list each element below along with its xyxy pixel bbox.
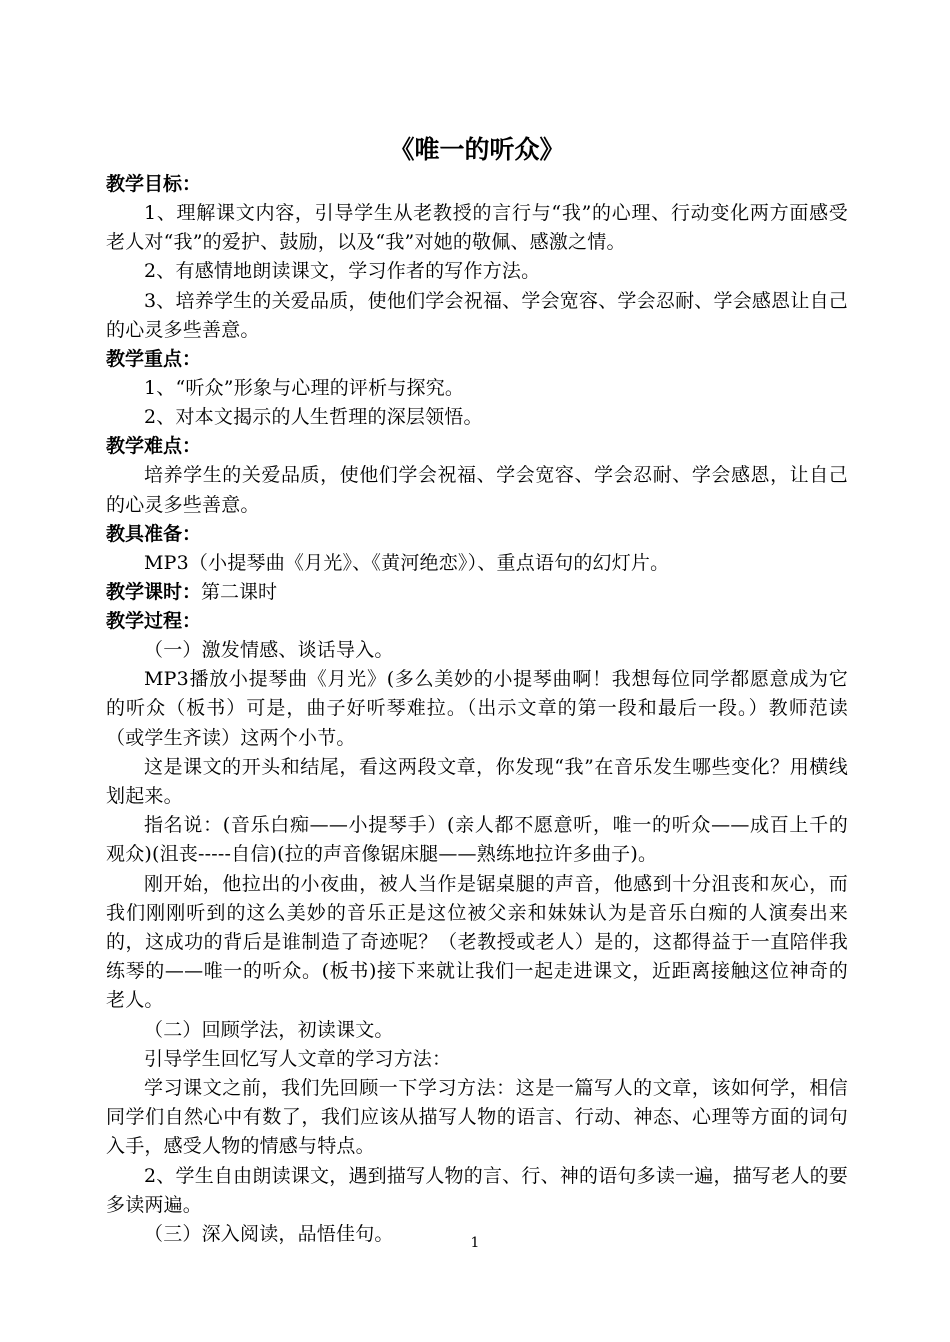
document-title: 《唯一的听众》 [389, 135, 565, 164]
process-item-5: 刚开始，他拉出的小夜曲，被人当作是锯桌腿的声音，他感到十分沮丧和灰心，而我们刚刚听到的这么美妙的音乐正是这位被父亲和妹妹认为是音乐白痴的人演奏出来的，这成功的背后是谁制造了奇迹呢？（老教授或老人）是的，这都得益于一直陪伴我练琴的——唯一的听众。(板书)接下来就让我们一起走进课文，近距离接触这位神奇的老人。 [106, 872, 848, 1012]
period-value: 第二课时 [201, 581, 278, 604]
process-item-4: 指名说：(音乐白痴——小提琴手）(亲人都不愿意听，唯一的听众——成百上千的观众)(沮丧-----自信)(拉的声音像锯床腿——熟练地拉许多曲子)。 [106, 814, 848, 866]
period-line [106, 578, 848, 607]
key-point-item-2: 2、对本文揭示的人生哲理的深层领悟。 [144, 406, 483, 429]
process-item-8: 学习课文之前，我们先回顾一下学习方法：这是一篇写人的文章，该如何学，相信同学们自然心中有数了，我们应该从描写人物的语言、行动、神态、心理等方面的词句入手，感受人物的情感与特点。 [106, 1077, 848, 1158]
key-point-item-1: 1、“听众”形象与心理的评析与探究。 [144, 377, 465, 400]
heading-key-points: 教学重点： [106, 348, 202, 371]
process-item-10: （三）深入阅读，品悟佳句。 [144, 1223, 394, 1246]
heading-period: 教学课时： [106, 581, 202, 604]
process-item-6: （二）回顾学法，初读课文。 [144, 1018, 394, 1041]
process-item-3: 这是课文的开头和结尾，看这两段文章，你发现“我”在音乐发生哪些变化？用横线划起来。 [106, 755, 848, 808]
process-item-2: MP3播放小提琴曲《月光》(多么美妙的小提琴曲啊！我想每位同学都愿意成为它的听众（板书）可是，曲子好听琴难拉。（出示文章的第一段和最后一段。）教师范读（或学生齐读）这两个小节。 [106, 668, 848, 749]
heading-materials: 教具准备： [106, 522, 202, 545]
heading-difficulties: 教学难点： [106, 435, 202, 458]
goal-item-1: 1、理解课文内容，引导学生从老教授的言行与“我”的心理、行动变化两方面感受老人对“我”的爱护、鼓励，以及“我”对她的敬佩、感激之情。 [106, 202, 848, 254]
process-item-1: （一）激发情感、谈话导入。 [144, 639, 394, 662]
goal-item-2: 2、有感情地朗读课文，学习作者的写作方法。 [144, 260, 541, 283]
goal-item-3: 3、培养学生的关爱品质，使他们学会祝福、学会宽容、学会忍耐、学会感恩让自己的心灵多些善意。 [106, 289, 848, 341]
heading-goals: 教学目标： [106, 173, 202, 195]
difficulty-item-1: 培养学生的关爱品质，使他们学会祝福、学会宽容、学会忍耐、学会感恩，让自己的心灵多些善意。 [106, 464, 848, 516]
process-item-7: 引导学生回忆写人文章的学习方法： [144, 1047, 452, 1070]
materials-item-1: MP3（小提琴曲《月光》、《黄河绝恋》）、重点语句的幻灯片。 [144, 551, 670, 574]
page-number: 1 [470, 1235, 480, 1251]
document-body [106, 132, 848, 1249]
process-item-9: 2、学生自由朗读课文，遇到描写人物的言、行、神的语句多读一遍，描写老人的要多读两遍。 [106, 1164, 848, 1216]
heading-process: 教学过程： [106, 610, 202, 633]
